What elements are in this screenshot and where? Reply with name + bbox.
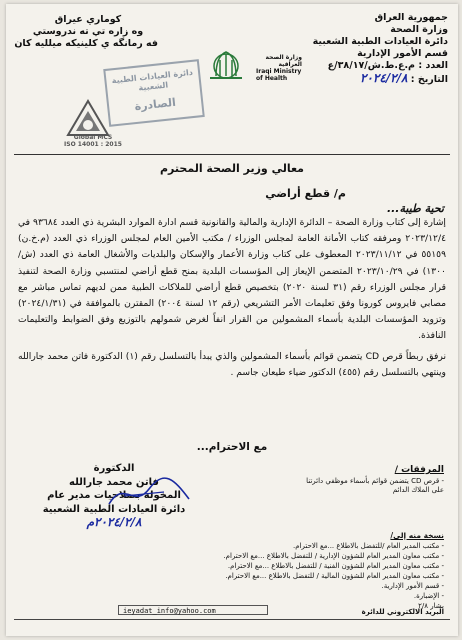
addressee: معالي وزير الصحة المحترم xyxy=(160,162,304,175)
greeting: تحية طيبة... xyxy=(386,202,444,215)
email-label: البريد الالكتروني للدائرة xyxy=(361,608,444,616)
letter-body xyxy=(18,215,446,381)
copy-item: - مكتب معاون المدير العام للشؤون الإدارية / للتفضل بالاطلاع ...مع الاحترام. xyxy=(223,552,444,560)
stamp-department: دائرة العيادات الطبية الشعبية xyxy=(111,67,194,93)
signer-name: فاتن محمد جارالله xyxy=(69,476,159,488)
signer-title: الدكتورة xyxy=(93,463,135,474)
attachments-title: المرفقات / xyxy=(394,465,444,475)
kurdish-country-name: كوماري عيراق xyxy=(54,14,122,25)
country-name: جمهورية العراق xyxy=(374,12,448,23)
header-left-block xyxy=(14,14,158,50)
body-paragraph-2: نرفق ربطاً قرص CD يتضمن قوائم بأسماء المشمولين والذي يبدأ بالتسلسل رقم (١) الدكتورة فاتن محمد جارالله وينتهي بالتسلسل رقم (٤٥٥) الدكتور ضياء طيعان جاسم . xyxy=(18,350,446,378)
header-divider xyxy=(14,154,450,155)
date-line xyxy=(298,72,448,86)
stamp-label: الصادرة xyxy=(133,95,177,114)
department-name: دائرة العيادات الطبية الشعبية xyxy=(312,36,448,47)
certification-standard: ISO 14001 : 2015 xyxy=(64,141,122,148)
copy-item: - مكتب المدير العام /للتفضل بالاطلاع ...مع الاحترام. xyxy=(293,542,444,550)
department-email: ieyadat_info@yahoo.com xyxy=(118,605,268,615)
section-name: قسم الأمور الإدارية xyxy=(357,48,448,59)
copy-item: - مكتب معاون المدير العام للشؤون الفنية / للتفضل بالاطلاع ...مع الاحترام. xyxy=(227,562,444,570)
copies-list xyxy=(184,541,444,611)
footer-divider xyxy=(14,619,450,620)
copy-item: - الإضبارة. xyxy=(413,592,444,600)
signer-role: المخولة بصلاحيات مدير عام xyxy=(47,490,181,501)
reference-label: العدد : xyxy=(418,60,448,71)
certification-name: Global MCS xyxy=(73,134,113,141)
ministry-name: وزارة الصحة xyxy=(390,24,448,35)
handwritten-signature-icon xyxy=(104,474,194,514)
certification-text xyxy=(58,134,128,148)
ministry-logo-text xyxy=(256,54,302,82)
copy-item: - قسم الأمور الإدارية. xyxy=(381,582,444,590)
reference-value: م.ع.ط.ش/٣٨/١٧/ع xyxy=(327,60,416,71)
copies-title: نسخة منه إلى/ xyxy=(390,531,444,540)
signer-department: دائرة العيادات الطبية الشعبية xyxy=(42,503,186,515)
date-value: ٢٠٢٤/٢/٨ xyxy=(359,71,408,85)
body-paragraph-1: إشارة إلى كتاب وزارة الصحة – الدائرة الإدارية والمالية والقانونية قسم ادارة الموارد البشرية ذي العدد ٩٣٦٨٤ في ٢٠٢٣/١٢/٤ ومرفقه كتاب الأمانة العامة لمجلس الوزراء / مكتب الأمين العام لمجلس الوزراء ذي العدد (م.خ.ن) ٥٥١٥٩ في ٢٠٢٣/١١/١٢ المعطوف على كتاب وزارة الأعمار والإسكان والبلديات والأشغال العامة ذي العدد (ش/١٣٠٠) في ٢٠٢٣/١٠/٢٩ المتضمن الإيعاز إلى المؤسسات البلدية بمنح قطع أراضي لمنتسبي وزارة الصحة لتنفيذ قرار مجلس الوزراء رقم (٣١ لسنة ٢٠٢٠) بتخصيص قطع أراضي للملاكات الطبية ممن لديهم تماس مباشر مع مصابي فايروس كورونا وفق تعليمات الأمر التشريعي (رقم ١٢ لسنة ٢٠٠٤) المقترن بالموافقة في (٢٠٢٤/١/٣١) وتزويد المؤسسات البلدية بأسماء المشمولين من القرار انفاً لغرض شمولهم بالتوزيع وفق الضوابط والتعليمات النافذة. xyxy=(18,217,447,342)
attachment-item: - قرص CD يتضمن قوائم بأسماء موظفي دائرتنا على الملاك الدائم xyxy=(306,477,444,494)
copy-item: - مكتب معاون المدير العام للشؤون المالية / للتفضل بالاطلاع ...مع الاحترام. xyxy=(225,572,444,580)
closing-regards: مع الاحترام... xyxy=(196,441,268,453)
outgoing-stamp xyxy=(103,59,205,127)
copy-item: بشار ٢/٨ xyxy=(418,602,444,610)
header-right-block xyxy=(298,12,448,86)
letter-page xyxy=(6,4,458,636)
ministry-logo-arabic: وزارة الصحة العراقية xyxy=(265,54,302,68)
signature-date: ٢٠٢٤/٢/٨م xyxy=(86,515,142,529)
ministry-logo-english: Iraqi Ministry of Health xyxy=(256,68,302,82)
kurdish-ministry-name: وه زاره تي ته ندروستي xyxy=(32,26,144,37)
kurdish-department-name: فه رمانگه ي كلينيكه ميلليه كان xyxy=(14,38,158,49)
date-label: التاريخ : xyxy=(410,74,448,85)
subject: م/ قطع أراضي xyxy=(265,187,346,200)
